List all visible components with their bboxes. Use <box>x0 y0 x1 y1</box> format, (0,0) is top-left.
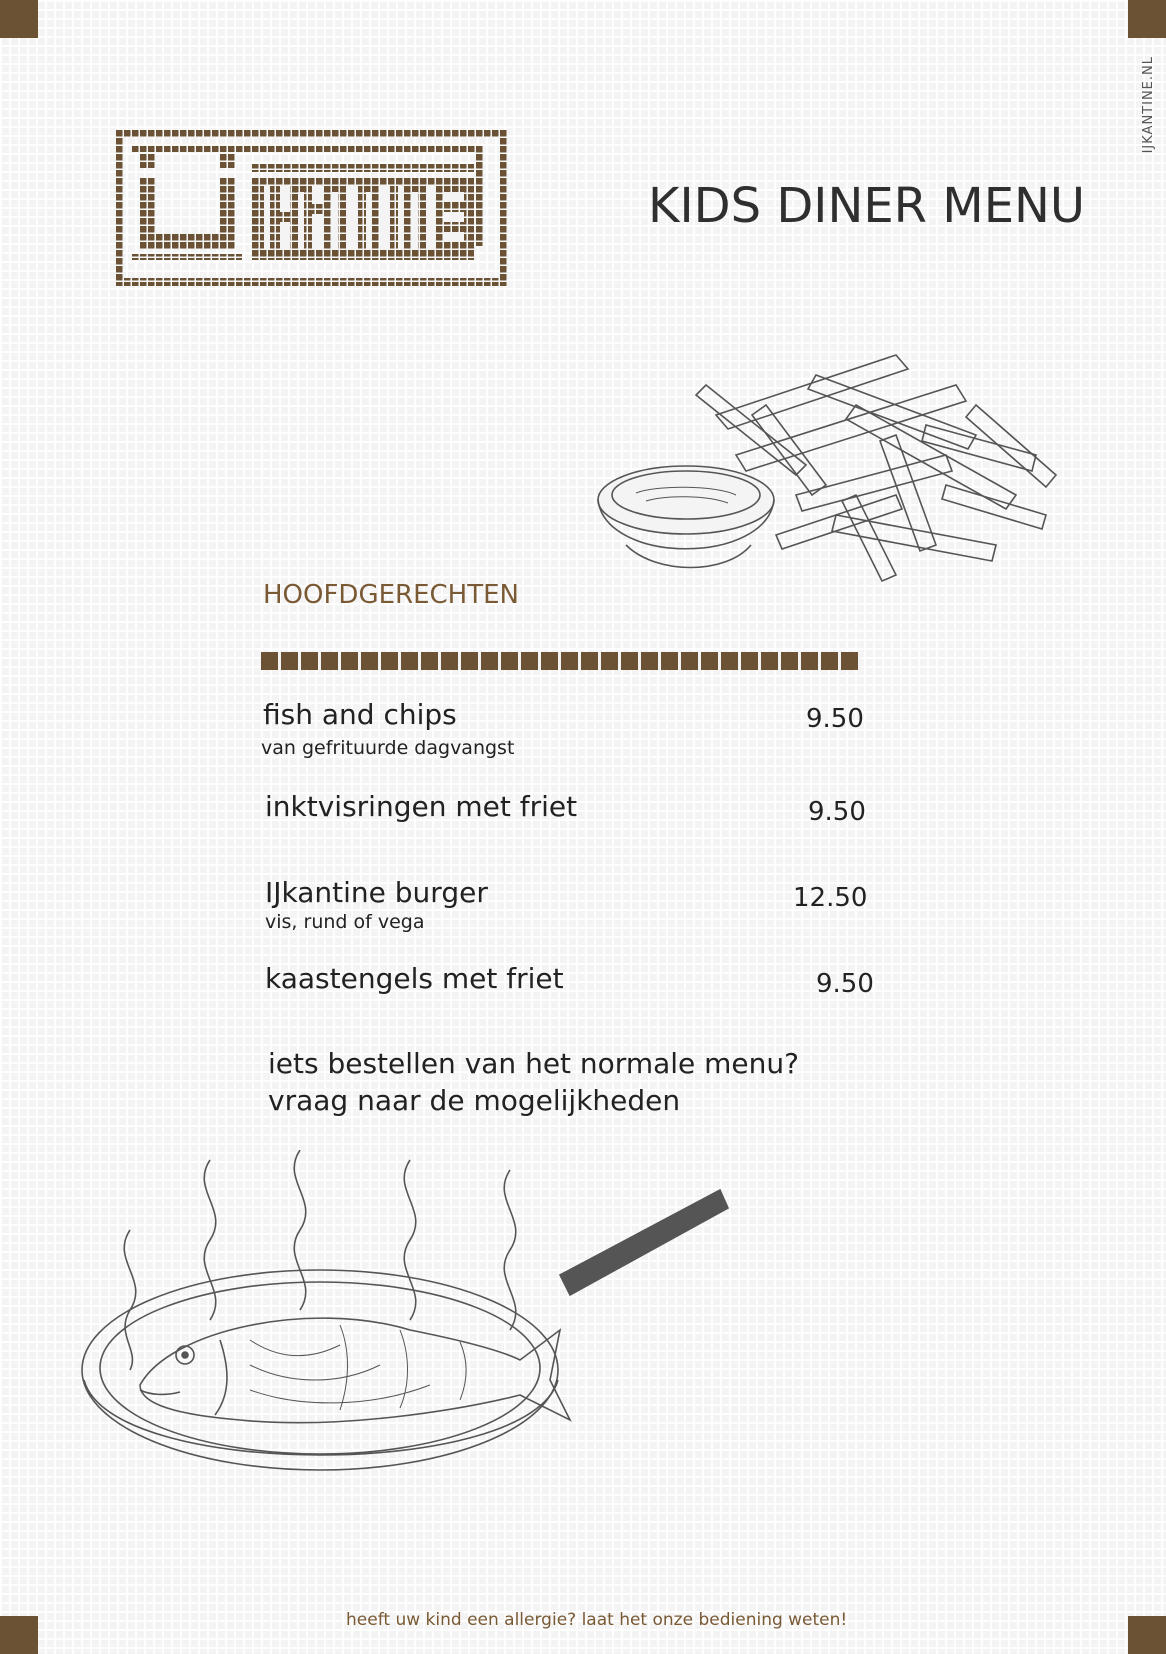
corner-tile-top-left <box>0 0 38 38</box>
page-title: KIDS DINER MENU <box>648 178 1086 234</box>
allergy-footer-note: heeft uw kind een allergie? laat het onze bediening weten! <box>346 1610 848 1630</box>
menu-item-name: kaastengels met friet <box>265 962 564 995</box>
menu-item-description: vis, rund of vega <box>265 911 425 933</box>
menu-item-name: fish and chips <box>263 698 457 731</box>
menu-item-description: van gefrituurde dagvangst <box>261 737 515 759</box>
fries-with-dip-illustration <box>596 345 1062 595</box>
logo-icon <box>116 130 508 286</box>
corner-tile-top-right <box>1128 0 1166 38</box>
corner-tile-bottom-left <box>0 1616 38 1654</box>
section-divider <box>261 652 861 670</box>
ijkantine-logo <box>116 130 508 286</box>
corner-tile-bottom-right <box>1128 1616 1166 1654</box>
note-line-1: iets bestellen van het normale menu? <box>268 1047 800 1080</box>
side-website: IJKANTINE.NL <box>1141 56 1156 154</box>
fish-in-pan-illustration <box>80 1150 740 1510</box>
menu-item-name: inktvisringen met friet <box>265 790 578 823</box>
section-title: HOOFDGERECHTEN <box>263 580 519 610</box>
menu-item-price: 12.50 <box>793 883 868 913</box>
menu-item-price: 9.50 <box>806 704 864 734</box>
menu-item-price: 9.50 <box>808 797 866 827</box>
menu-item-price: 9.50 <box>816 969 874 999</box>
menu-item-name: IJkantine burger <box>265 876 488 909</box>
note-line-2: vraag naar de mogelijkheden <box>268 1084 681 1117</box>
